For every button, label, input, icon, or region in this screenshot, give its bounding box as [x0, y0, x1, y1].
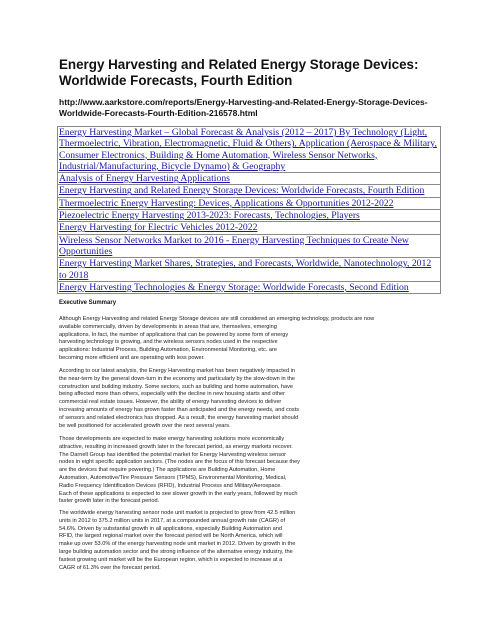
text-line: attractive, resulting in increased growth later in the forecast period, as energy markets recover. [59, 443, 293, 450]
text-line: Radio Frequency Identification Devices (RFID), Industrial Process and Military/Aerospace. [59, 482, 282, 489]
text-line: the near-term by the general down-turn in the economy and particularly by the slow-down in the [59, 375, 295, 382]
text-line: units in 2012 to 375.2 million units in 2017, at a compounded annual growth rate (CAGR) of [59, 517, 286, 524]
text-line: applications. In fact, the number of applications that can be powered by some form of energy [59, 331, 289, 338]
text-line: of sensors and related electronics has dropped. As a result, the energy harvesting market should [59, 414, 299, 421]
paragraph-4 [59, 510, 437, 572]
text-line: The Darnell Group has identified the potential market for Energy Harvesting wireless sensor [59, 451, 286, 458]
related-link-row [58, 282, 440, 294]
text-line: becoming more efficient and are operating with less power. [59, 354, 205, 361]
text-line: commercial real estate issues. However, the ability of energy harvesting devices to deliver [59, 399, 282, 406]
text-line: be well positioned for accelerated growth over the next several years. [59, 422, 231, 429]
text-line: large building automation sector and the strong influence of the alternative energy industry, the [59, 548, 293, 555]
text-line: Automation, Automotive/Tire Pressure Sensors (TPMS), Environmental Monitoring, Medical, [59, 474, 287, 481]
text-line: 54.6%. Driven by substantial growth in all applications, especially Building Automation and [59, 525, 282, 532]
text-line: RFID, the largest regional market over the forecast period will be North America, which will [59, 533, 283, 540]
related-link[interactable]: Energy Harvesting Technologies & Energy Storage: Worldwide Forecasts, Second Edition [59, 281, 409, 293]
related-link[interactable]: Thermoelectric Energy Harvesting: Devices, Applications & Opportunities 2012-2022 [59, 197, 394, 209]
related-link-row [58, 210, 440, 222]
related-link[interactable]: Energy Harvesting and Related Energy Storage Devices: Worldwide Forecasts, Fourth Edition [59, 185, 425, 197]
related-link-row [58, 235, 440, 259]
related-link-row [58, 185, 440, 197]
text-line: nodes in eight specific application sectors. (The nodes are the focus of this forecast because they [59, 459, 300, 466]
text-line: Those developments are expected to make energy harvesting solutions more economically [59, 436, 285, 442]
text-line: harvesting technology is growing, and the wireless sensors nodes used in the respective [59, 339, 278, 346]
text-line: CAGR of 61.3% over the forecast period. [59, 564, 161, 571]
related-link-row [58, 222, 440, 234]
text-line: construction and building industry. Some sectors, such as building and home automation, have [59, 383, 294, 390]
related-link[interactable]: Wireless Sensor Networks Market to 2016 - Energy Harvesting Techniques to Create New Opportunities [59, 234, 409, 257]
paragraph-2 [59, 368, 437, 430]
text-line: make up over 53.0% of the energy harvesting node unit market in 2012. Driven by growth in the [59, 541, 296, 548]
related-link[interactable]: Analysis of Energy Harvesting Applications [59, 173, 230, 185]
report-url: http://www.aarkstore.com/reports/Energy-Harvesting-and-Related-Energy-Storage-Devices-Worldwide-Forecasts-Fourth-Edition-216578.html [59, 97, 428, 118]
document-title: Energy Harvesting and Related Energy Storage Devices: Worldwide Forecasts, Fourth Edition [59, 57, 419, 88]
related-link[interactable]: Piezoelectric Energy Harvesting 2013-2023: Forecasts, Technologies, Players [59, 210, 360, 222]
related-link-row [58, 127, 440, 173]
text-line: being affected more than others, especially with the decline in new housing starts and other [59, 391, 285, 398]
paragraph-3 [59, 436, 437, 506]
related-links-table [57, 126, 441, 294]
section-heading: Executive Summary [59, 300, 117, 306]
text-line: faster growth later in the forecast period. [59, 498, 160, 505]
text-line: are the devices that require powering.) The applications are Building Automation, Home [59, 467, 276, 474]
related-link-row [58, 173, 440, 185]
text-line: available commercially, driven by developments in areas that are, themselves, emerging [59, 323, 277, 330]
related-link[interactable]: Energy Harvesting Market Shares, Strategies, and Forecasts, Worldwide, Nanotechnology, 2012 to 2018 [59, 258, 432, 281]
related-link[interactable]: Energy Harvesting Market – Global Forecast & Analysis (2012 – 2017) By Technology (Light, Thermoelectric, Vibration, Electromagnetic, Fluid & Others), Application (Aerospace & Military, Consumer Electronics, Building & Home Automation, Wireless Sensor Networks, Industrial/Manufacturing, Bicycle Dynamo) & Geography [59, 127, 437, 172]
related-link[interactable]: Energy Harvesting for Electric Vehicles 2012-2022 [59, 222, 258, 234]
text-line: fastest growing unit market will be the European region, which is expected to increase at a [59, 556, 283, 563]
text-line: applications: Industrial Process, Building Automation, Environmental Monitoring, etc. are [59, 347, 277, 354]
paragraph-1 [59, 316, 437, 363]
text-line: Each of these applications is expected to see slower growth in the early years, followed by much [59, 490, 298, 497]
text-line: increasing amounts of energy has grown faster than anticipated and the energy needs, and costs [59, 406, 300, 413]
related-link-row [58, 258, 440, 282]
text-line: The worldwide energy harvesting sensor node unit market is projected to grow from 42.5 million [59, 510, 296, 516]
related-link-row [58, 198, 440, 210]
text-line: According to our latest analysis, the Energy Harvesting market has been negatively impacted in [59, 368, 295, 374]
text-line: Although Energy Harvesting and related Energy Storage devices are still considered an emerging technology, products are now [59, 316, 375, 322]
